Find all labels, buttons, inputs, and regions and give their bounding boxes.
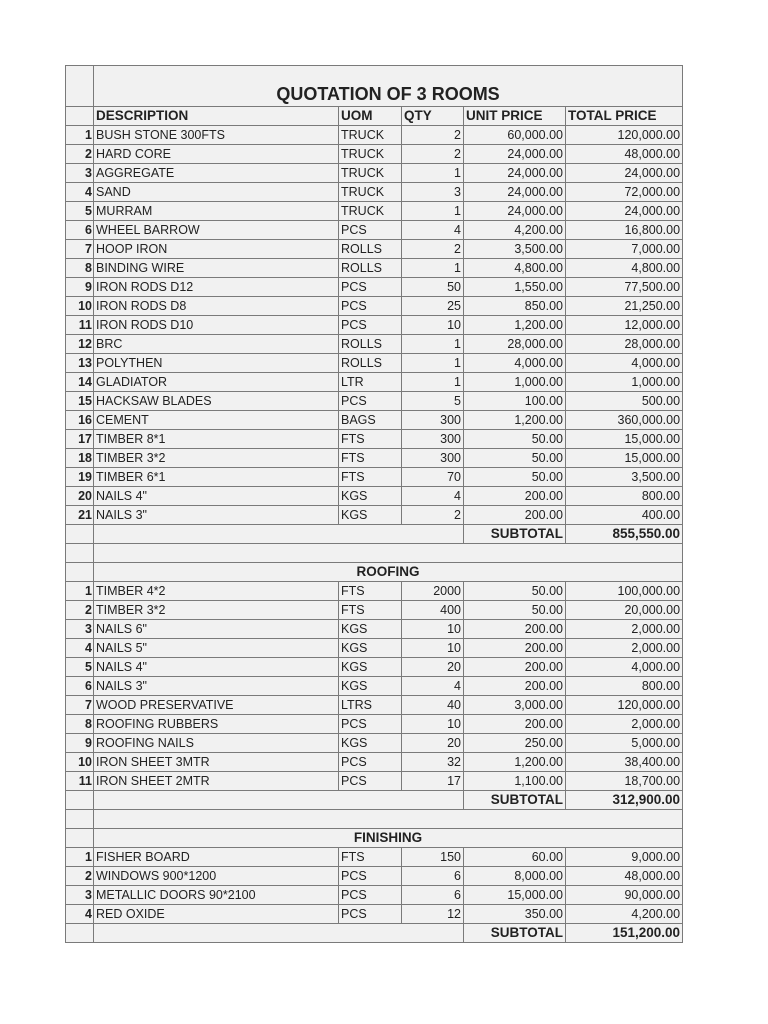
item-total-price: 72,000.00 xyxy=(566,183,683,202)
item-uom: ROLLS xyxy=(339,335,402,354)
item-number: 1 xyxy=(66,582,94,601)
item-description: TIMBER 3*2 xyxy=(94,449,339,468)
table-row xyxy=(66,715,683,734)
table-row xyxy=(66,468,683,487)
item-uom: PCS xyxy=(339,221,402,240)
item-unit-price: 350.00 xyxy=(464,905,566,924)
item-total-price: 24,000.00 xyxy=(566,202,683,221)
item-number: 3 xyxy=(66,620,94,639)
item-uom: PCS xyxy=(339,772,402,791)
item-unit-price: 24,000.00 xyxy=(464,164,566,183)
row-number-cell xyxy=(66,107,94,126)
item-total-price: 800.00 xyxy=(566,677,683,696)
item-number: 6 xyxy=(66,677,94,696)
item-qty: 2 xyxy=(402,240,464,259)
table-row xyxy=(66,354,683,373)
table-row xyxy=(66,772,683,791)
item-unit-price: 24,000.00 xyxy=(464,145,566,164)
item-description: WHEEL BARROW xyxy=(94,221,339,240)
item-uom: PCS xyxy=(339,715,402,734)
item-qty: 1 xyxy=(402,202,464,221)
header-unit-price: UNIT PRICE xyxy=(464,107,566,126)
table-row xyxy=(66,259,683,278)
item-uom: ROLLS xyxy=(339,354,402,373)
table-row xyxy=(66,677,683,696)
section-title-row xyxy=(66,563,683,582)
row-number-cell xyxy=(66,544,94,563)
table-row xyxy=(66,639,683,658)
table-row xyxy=(66,867,683,886)
item-qty: 1 xyxy=(402,259,464,278)
item-qty: 300 xyxy=(402,430,464,449)
subtotal-blank xyxy=(94,525,464,544)
item-uom: PCS xyxy=(339,316,402,335)
item-number: 10 xyxy=(66,753,94,772)
table-row xyxy=(66,145,683,164)
table-row xyxy=(66,392,683,411)
table-row xyxy=(66,430,683,449)
item-number: 5 xyxy=(66,658,94,677)
item-number: 13 xyxy=(66,354,94,373)
item-description: IRON RODS D10 xyxy=(94,316,339,335)
item-unit-price: 50.00 xyxy=(464,468,566,487)
item-total-price: 18,700.00 xyxy=(566,772,683,791)
item-total-price: 4,800.00 xyxy=(566,259,683,278)
item-number: 4 xyxy=(66,905,94,924)
item-description: IRON SHEET 2MTR xyxy=(94,772,339,791)
item-number: 14 xyxy=(66,373,94,392)
item-total-price: 48,000.00 xyxy=(566,867,683,886)
item-unit-price: 200.00 xyxy=(464,715,566,734)
section-title-row xyxy=(66,829,683,848)
item-unit-price: 8,000.00 xyxy=(464,867,566,886)
item-qty: 1 xyxy=(402,164,464,183)
item-unit-price: 1,200.00 xyxy=(464,411,566,430)
item-description: METALLIC DOORS 90*2100 xyxy=(94,886,339,905)
item-qty: 300 xyxy=(402,411,464,430)
item-total-price: 4,000.00 xyxy=(566,354,683,373)
item-unit-price: 1,200.00 xyxy=(464,753,566,772)
item-description: NAILS 6" xyxy=(94,620,339,639)
item-uom: TRUCK xyxy=(339,202,402,221)
subtotal-row xyxy=(66,924,683,943)
header-qty: QTY xyxy=(402,107,464,126)
item-description: RED OXIDE xyxy=(94,905,339,924)
item-total-price: 3,500.00 xyxy=(566,468,683,487)
item-total-price: 90,000.00 xyxy=(566,886,683,905)
item-uom: PCS xyxy=(339,886,402,905)
item-total-price: 120,000.00 xyxy=(566,126,683,145)
table-row xyxy=(66,620,683,639)
item-total-price: 12,000.00 xyxy=(566,316,683,335)
item-number: 1 xyxy=(66,126,94,145)
item-qty: 1 xyxy=(402,335,464,354)
item-unit-price: 200.00 xyxy=(464,620,566,639)
item-uom: KGS xyxy=(339,677,402,696)
quotation-table xyxy=(65,65,683,943)
item-total-price: 400.00 xyxy=(566,506,683,525)
spacer-row xyxy=(66,544,683,563)
item-qty: 3 xyxy=(402,183,464,202)
item-uom: FTS xyxy=(339,449,402,468)
item-qty: 20 xyxy=(402,734,464,753)
table-row xyxy=(66,449,683,468)
item-total-price: 4,000.00 xyxy=(566,658,683,677)
item-qty: 2 xyxy=(402,145,464,164)
item-number: 4 xyxy=(66,639,94,658)
item-number: 15 xyxy=(66,392,94,411)
item-total-price: 15,000.00 xyxy=(566,449,683,468)
item-unit-price: 1,000.00 xyxy=(464,373,566,392)
row-number-cell xyxy=(66,66,94,107)
table-row xyxy=(66,848,683,867)
item-description: IRON SHEET 3MTR xyxy=(94,753,339,772)
item-total-price: 28,000.00 xyxy=(566,335,683,354)
item-uom: PCS xyxy=(339,867,402,886)
item-qty: 400 xyxy=(402,601,464,620)
item-uom: ROLLS xyxy=(339,259,402,278)
item-uom: BAGS xyxy=(339,411,402,430)
item-uom: KGS xyxy=(339,658,402,677)
item-number: 10 xyxy=(66,297,94,316)
subtotal-blank xyxy=(94,924,464,943)
row-number-cell xyxy=(66,563,94,582)
item-qty: 2000 xyxy=(402,582,464,601)
item-unit-price: 200.00 xyxy=(464,658,566,677)
item-qty: 32 xyxy=(402,753,464,772)
item-description: FISHER BOARD xyxy=(94,848,339,867)
page-title: QUOTATION OF 3 ROOMS xyxy=(94,66,683,107)
item-uom: FTS xyxy=(339,430,402,449)
item-uom: LTRS xyxy=(339,696,402,715)
table-row xyxy=(66,221,683,240)
table-row xyxy=(66,335,683,354)
header-description: DESCRIPTION xyxy=(94,107,339,126)
item-qty: 2 xyxy=(402,126,464,145)
item-total-price: 15,000.00 xyxy=(566,430,683,449)
item-uom: PCS xyxy=(339,392,402,411)
item-description: NAILS 3" xyxy=(94,506,339,525)
header-uom: UOM xyxy=(339,107,402,126)
item-number: 11 xyxy=(66,772,94,791)
item-description: WINDOWS 900*1200 xyxy=(94,867,339,886)
item-unit-price: 200.00 xyxy=(464,506,566,525)
item-description: NAILS 4" xyxy=(94,487,339,506)
table-row xyxy=(66,297,683,316)
item-total-price: 2,000.00 xyxy=(566,639,683,658)
item-uom: PCS xyxy=(339,905,402,924)
table-row xyxy=(66,886,683,905)
item-total-price: 24,000.00 xyxy=(566,164,683,183)
item-qty: 70 xyxy=(402,468,464,487)
table-row xyxy=(66,240,683,259)
item-uom: PCS xyxy=(339,753,402,772)
item-total-price: 360,000.00 xyxy=(566,411,683,430)
item-description: TIMBER 3*2 xyxy=(94,601,339,620)
item-description: TIMBER 8*1 xyxy=(94,430,339,449)
title-row xyxy=(66,66,683,107)
item-qty: 20 xyxy=(402,658,464,677)
item-description: MURRAM xyxy=(94,202,339,221)
item-qty: 4 xyxy=(402,221,464,240)
item-number: 9 xyxy=(66,278,94,297)
item-uom: KGS xyxy=(339,487,402,506)
item-number: 7 xyxy=(66,240,94,259)
item-description: WOOD PRESERVATIVE xyxy=(94,696,339,715)
item-qty: 300 xyxy=(402,449,464,468)
item-unit-price: 50.00 xyxy=(464,582,566,601)
item-description: TIMBER 6*1 xyxy=(94,468,339,487)
item-qty: 40 xyxy=(402,696,464,715)
item-description: SAND xyxy=(94,183,339,202)
section-title: FINISHING xyxy=(94,829,683,848)
table-row xyxy=(66,164,683,183)
item-unit-price: 15,000.00 xyxy=(464,886,566,905)
item-number: 11 xyxy=(66,316,94,335)
item-total-price: 77,500.00 xyxy=(566,278,683,297)
item-description: ROOFING RUBBERS xyxy=(94,715,339,734)
item-number: 2 xyxy=(66,145,94,164)
item-unit-price: 250.00 xyxy=(464,734,566,753)
item-qty: 4 xyxy=(402,677,464,696)
item-description: BRC xyxy=(94,335,339,354)
item-unit-price: 850.00 xyxy=(464,297,566,316)
item-description: IRON RODS D12 xyxy=(94,278,339,297)
item-total-price: 1,000.00 xyxy=(566,373,683,392)
table-row xyxy=(66,905,683,924)
table-row xyxy=(66,696,683,715)
item-uom: ROLLS xyxy=(339,240,402,259)
item-number: 2 xyxy=(66,867,94,886)
item-unit-price: 200.00 xyxy=(464,487,566,506)
item-unit-price: 60.00 xyxy=(464,848,566,867)
item-unit-price: 50.00 xyxy=(464,430,566,449)
item-number: 6 xyxy=(66,221,94,240)
item-description: POLYTHEN xyxy=(94,354,339,373)
item-unit-price: 100.00 xyxy=(464,392,566,411)
item-number: 9 xyxy=(66,734,94,753)
row-number-cell xyxy=(66,810,94,829)
item-description: NAILS 5" xyxy=(94,639,339,658)
table-row xyxy=(66,183,683,202)
item-qty: 6 xyxy=(402,886,464,905)
item-description: HOOP IRON xyxy=(94,240,339,259)
item-total-price: 16,800.00 xyxy=(566,221,683,240)
item-uom: KGS xyxy=(339,620,402,639)
item-number: 1 xyxy=(66,848,94,867)
item-number: 7 xyxy=(66,696,94,715)
table-row xyxy=(66,202,683,221)
table-row xyxy=(66,487,683,506)
subtotal-label: SUBTOTAL xyxy=(464,791,566,810)
blank-cell xyxy=(94,810,683,829)
item-unit-price: 200.00 xyxy=(464,639,566,658)
subtotal-row xyxy=(66,791,683,810)
item-description: AGGREGATE xyxy=(94,164,339,183)
item-description: TIMBER 4*2 xyxy=(94,582,339,601)
item-total-price: 2,000.00 xyxy=(566,715,683,734)
row-number-cell xyxy=(66,829,94,848)
table-row xyxy=(66,411,683,430)
item-description: ROOFING NAILS xyxy=(94,734,339,753)
item-qty: 2 xyxy=(402,506,464,525)
item-unit-price: 3,000.00 xyxy=(464,696,566,715)
item-unit-price: 50.00 xyxy=(464,449,566,468)
spacer-row xyxy=(66,810,683,829)
item-uom: KGS xyxy=(339,639,402,658)
subtotal-row xyxy=(66,525,683,544)
item-number: 4 xyxy=(66,183,94,202)
item-qty: 1 xyxy=(402,373,464,392)
item-number: 3 xyxy=(66,164,94,183)
item-total-price: 38,400.00 xyxy=(566,753,683,772)
item-number: 8 xyxy=(66,715,94,734)
item-total-price: 9,000.00 xyxy=(566,848,683,867)
item-uom: KGS xyxy=(339,506,402,525)
header-total-price: TOTAL PRICE xyxy=(566,107,683,126)
item-description: CEMENT xyxy=(94,411,339,430)
blank-cell xyxy=(94,544,683,563)
item-unit-price: 4,800.00 xyxy=(464,259,566,278)
item-number: 18 xyxy=(66,449,94,468)
item-uom: TRUCK xyxy=(339,183,402,202)
item-unit-price: 1,550.00 xyxy=(464,278,566,297)
item-qty: 1 xyxy=(402,354,464,373)
item-uom: PCS xyxy=(339,278,402,297)
table-row xyxy=(66,126,683,145)
item-qty: 10 xyxy=(402,620,464,639)
item-qty: 6 xyxy=(402,867,464,886)
item-number: 12 xyxy=(66,335,94,354)
item-qty: 5 xyxy=(402,392,464,411)
item-qty: 4 xyxy=(402,487,464,506)
item-number: 21 xyxy=(66,506,94,525)
item-number: 16 xyxy=(66,411,94,430)
item-uom: FTS xyxy=(339,601,402,620)
table-row xyxy=(66,734,683,753)
item-total-price: 500.00 xyxy=(566,392,683,411)
item-qty: 17 xyxy=(402,772,464,791)
subtotal-label: SUBTOTAL xyxy=(464,924,566,943)
item-number: 2 xyxy=(66,601,94,620)
section-title: ROOFING xyxy=(94,563,683,582)
item-qty: 50 xyxy=(402,278,464,297)
row-number-cell xyxy=(66,791,94,810)
item-unit-price: 50.00 xyxy=(464,601,566,620)
item-description: BINDING WIRE xyxy=(94,259,339,278)
item-number: 5 xyxy=(66,202,94,221)
item-total-price: 4,200.00 xyxy=(566,905,683,924)
item-total-price: 48,000.00 xyxy=(566,145,683,164)
item-unit-price: 60,000.00 xyxy=(464,126,566,145)
item-total-price: 21,250.00 xyxy=(566,297,683,316)
item-unit-price: 200.00 xyxy=(464,677,566,696)
item-total-price: 120,000.00 xyxy=(566,696,683,715)
item-uom: TRUCK xyxy=(339,126,402,145)
item-description: HACKSAW BLADES xyxy=(94,392,339,411)
table-row xyxy=(66,753,683,772)
quotation-sheet xyxy=(65,65,682,943)
item-description: NAILS 4" xyxy=(94,658,339,677)
item-uom: KGS xyxy=(339,734,402,753)
table-row xyxy=(66,582,683,601)
item-unit-price: 1,200.00 xyxy=(464,316,566,335)
table-row xyxy=(66,278,683,297)
item-uom: TRUCK xyxy=(339,164,402,183)
item-unit-price: 1,100.00 xyxy=(464,772,566,791)
item-number: 19 xyxy=(66,468,94,487)
item-uom: PCS xyxy=(339,297,402,316)
item-uom: FTS xyxy=(339,468,402,487)
item-qty: 150 xyxy=(402,848,464,867)
item-total-price: 800.00 xyxy=(566,487,683,506)
table-row xyxy=(66,601,683,620)
item-uom: LTR xyxy=(339,373,402,392)
item-total-price: 7,000.00 xyxy=(566,240,683,259)
item-unit-price: 28,000.00 xyxy=(464,335,566,354)
item-unit-price: 3,500.00 xyxy=(464,240,566,259)
subtotal-value: 312,900.00 xyxy=(566,791,683,810)
item-uom: FTS xyxy=(339,848,402,867)
row-number-cell xyxy=(66,525,94,544)
item-qty: 12 xyxy=(402,905,464,924)
subtotal-label: SUBTOTAL xyxy=(464,525,566,544)
item-number: 20 xyxy=(66,487,94,506)
item-total-price: 100,000.00 xyxy=(566,582,683,601)
item-unit-price: 4,000.00 xyxy=(464,354,566,373)
item-number: 3 xyxy=(66,886,94,905)
item-qty: 25 xyxy=(402,297,464,316)
table-row xyxy=(66,373,683,392)
table-row xyxy=(66,506,683,525)
item-unit-price: 4,200.00 xyxy=(464,221,566,240)
table-row xyxy=(66,316,683,335)
table-row xyxy=(66,658,683,677)
subtotal-value: 151,200.00 xyxy=(566,924,683,943)
header-row xyxy=(66,107,683,126)
subtotal-value: 855,550.00 xyxy=(566,525,683,544)
subtotal-blank xyxy=(94,791,464,810)
item-unit-price: 24,000.00 xyxy=(464,183,566,202)
row-number-cell xyxy=(66,924,94,943)
item-qty: 10 xyxy=(402,639,464,658)
item-description: NAILS 3" xyxy=(94,677,339,696)
item-qty: 10 xyxy=(402,715,464,734)
item-description: IRON RODS D8 xyxy=(94,297,339,316)
item-total-price: 5,000.00 xyxy=(566,734,683,753)
item-description: HARD CORE xyxy=(94,145,339,164)
item-description: GLADIATOR xyxy=(94,373,339,392)
item-total-price: 20,000.00 xyxy=(566,601,683,620)
item-total-price: 2,000.00 xyxy=(566,620,683,639)
item-description: BUSH STONE 300FTS xyxy=(94,126,339,145)
item-qty: 10 xyxy=(402,316,464,335)
item-unit-price: 24,000.00 xyxy=(464,202,566,221)
item-uom: FTS xyxy=(339,582,402,601)
item-uom: TRUCK xyxy=(339,145,402,164)
item-number: 17 xyxy=(66,430,94,449)
item-number: 8 xyxy=(66,259,94,278)
